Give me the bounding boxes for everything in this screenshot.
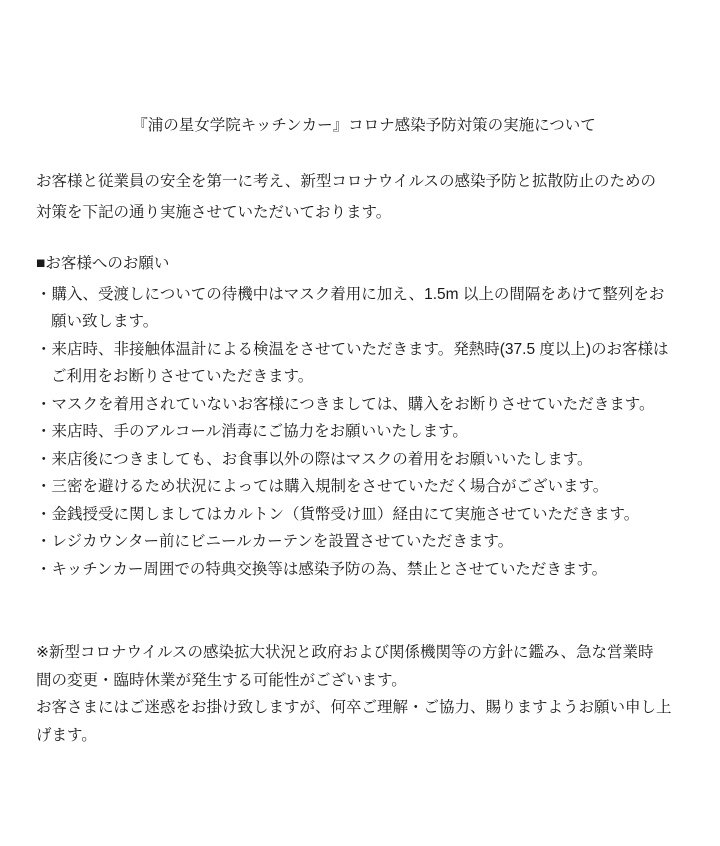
bullet-item (36, 391, 692, 419)
bullet-line: ・来店時、手のアルコール消毒にご協力をお願いいたします。 (36, 423, 468, 440)
note-line: げます。 (36, 726, 97, 744)
bullet-item (36, 446, 692, 474)
bullet-item (36, 556, 692, 584)
note-line: 間の変更・臨時休業が発生する可能性がございます。 (36, 671, 407, 689)
bullet-line: ・キッチンカー周囲での特典交換等は感染予防の為、禁止とさせていただきます。 (36, 560, 608, 578)
intro-line: 対策を下記の通り実施させていただいております。 (36, 204, 392, 221)
intro-paragraph (36, 166, 692, 228)
bullet-item (36, 501, 692, 529)
section-heading: ■お客様へのお願い (36, 255, 170, 272)
bullet-line-continuation: 願い致します。 (51, 313, 159, 330)
bullet-list (36, 281, 692, 584)
bullet-line: ・金銭授受に関しましてはカルトン（貨幣受け皿）経由にて実施させていただきます。 (36, 505, 640, 523)
bullet-line: ・購入、受渡しについての待機中はマスク着用に加え、1.5m 以上の間隔をあけて整列をお (36, 285, 665, 303)
bullet-line: ・来店時、非接触体温計による検温をさせていただきます。発熱時(37.5 度以上)のお客様は (36, 340, 669, 358)
bullet-line: ・マスクを着用されていないお客様につきましては、購入をお断りさせていただきます。 (36, 395, 655, 413)
closing-note (36, 639, 692, 749)
note-line: ※新型コロナウイルスの感染拡大状況と政府および関係機関等の方針に鑑み、急な営業時 (36, 644, 654, 661)
document-title: 『浦の星女学院キッチンカー』コロナ感染予防対策の実施について (132, 117, 596, 134)
bullet-line-continuation: ご利用をお断りさせていただきます。 (51, 368, 314, 385)
bullet-line: ・レジカウンター前にビニールカーテンを設置させていただきます。 (36, 533, 514, 550)
bullet-line: ・三密を避けるため状況によっては購入規制をさせていただく場合がございます。 (36, 478, 609, 495)
bullet-item (36, 473, 692, 501)
bullet-item (36, 281, 692, 336)
note-line: お客さまにはご迷惑をお掛け致しますが、何卒ご理解・ご協力、賜りますようお願い申し上 (36, 699, 672, 716)
bullet-line: ・来店後につきましても、お食事以外の際はマスクの着用をお願いいたします。 (36, 450, 593, 468)
intro-line: お客様と従業員の安全を第一に考え、新型コロナウイルスの感染予防と拡散防止のための (36, 173, 657, 190)
bullet-item (36, 528, 692, 556)
bullet-item (36, 418, 692, 446)
bullet-item (36, 336, 692, 391)
